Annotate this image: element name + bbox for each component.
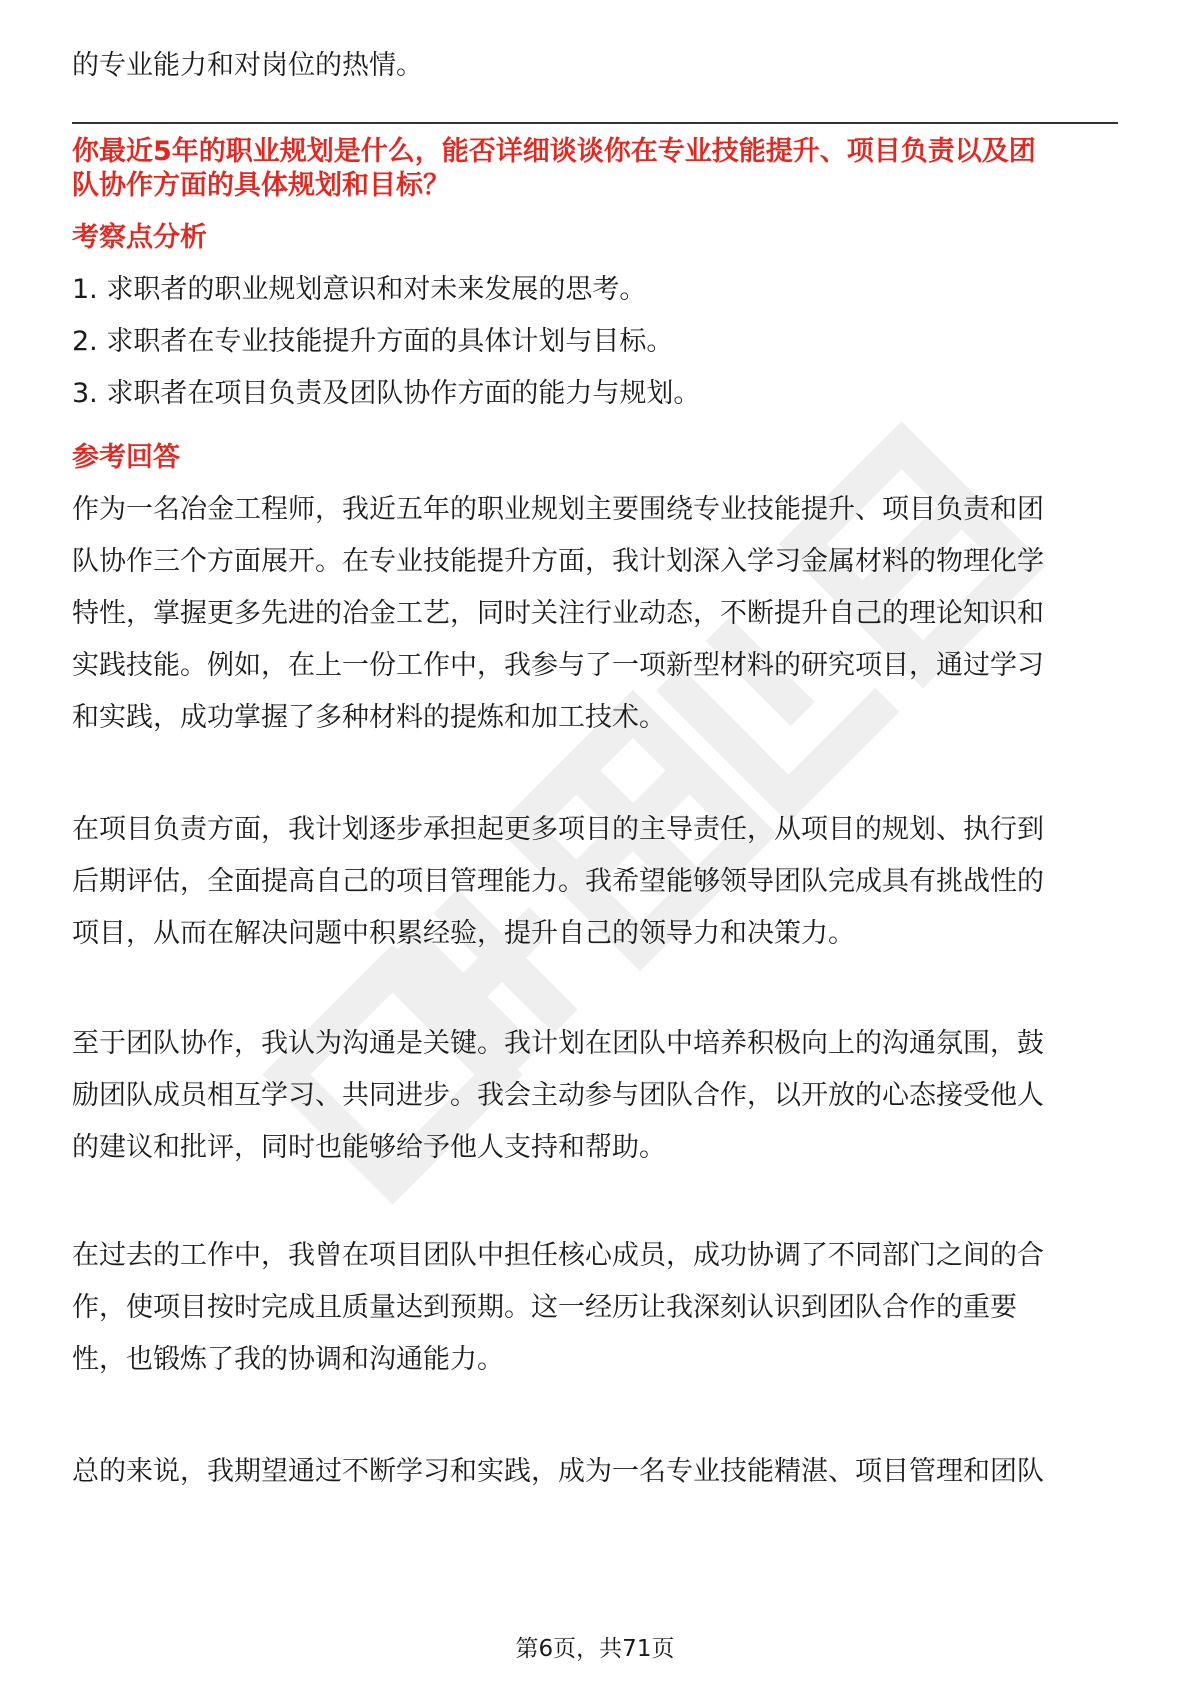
answer-heading: 参考回答: [72, 442, 180, 473]
analysis-item-3: 3. 求职者在项目负责及团队协作方面的能力与规划。: [72, 378, 701, 409]
answer-p4-line-2: 作，使项目按时完成且质量达到预期。这一经历让我深刻认识到团队合作的重要: [72, 1292, 1017, 1323]
answer-p2-line-3: 项目，从而在解决问题中积累经验，提升自己的领导力和决策力。: [72, 918, 855, 949]
analysis-heading: 考察点分析: [72, 222, 207, 253]
section-divider: [72, 122, 1118, 124]
answer-p4-line-3: 性，也锻炼了我的协调和沟通能力。: [72, 1344, 504, 1375]
page-number-footer: 第6页，共71页: [515, 1636, 675, 1662]
intro-tail-text: 的专业能力和对岗位的热情。: [72, 50, 423, 81]
answer-p3-line-2: 励团队成员相互学习、共同进步。我会主动参与团队合作，以开放的心态接受他人: [72, 1080, 1044, 1111]
document-page: [72, 0, 1118, 1684]
answer-p3-line-3: 的建议和批评，同时也能够给予他人支持和帮助。: [72, 1132, 666, 1163]
answer-p1-line-4: 实践技能。例如，在上一份工作中，我参与了一项新型材料的研究项目，通过学习: [72, 650, 1044, 681]
answer-p2-line-1: 在项目负责方面，我计划逐步承担起更多项目的主导责任，从项目的规划、执行到: [72, 814, 1044, 845]
answer-p5-line-1: 总的来说，我期望通过不断学习和实践，成为一名专业技能精湛、项目管理和团队: [72, 1456, 1044, 1487]
answer-p1-line-2: 队协作三个方面展开。在专业技能提升方面，我计划深入学习金属材料的物理化学: [72, 546, 1044, 577]
question-line-1: 你最近5年的职业规划是什么，能否详细谈谈你在专业技能提升、项目负责以及团: [72, 136, 1036, 167]
answer-p4-line-1: 在过去的工作中，我曾在项目团队中担任核心成员，成功协调了不同部门之间的合: [72, 1240, 1044, 1271]
question-line-2: 队协作方面的具体规划和目标？: [72, 170, 450, 201]
answer-p1-line-5: 和实践，成功掌握了多种材料的提炼和加工技术。: [72, 702, 666, 733]
answer-p2-line-2: 后期评估，全面提高自己的项目管理能力。我希望能够领导团队完成具有挑战性的: [72, 866, 1044, 897]
analysis-item-1: 1. 求职者的职业规划意识和对未来发展的思考。: [72, 274, 647, 305]
answer-p3-line-1: 至于团队协作，我认为沟通是关键。我计划在团队中培养积极向上的沟通氛围，鼓: [72, 1028, 1044, 1059]
analysis-item-2: 2. 求职者在专业技能提升方面的具体计划与目标。: [72, 326, 674, 357]
answer-p1-line-1: 作为一名冶金工程师，我近五年的职业规划主要围绕专业技能提升、项目负责和团: [72, 494, 1044, 525]
answer-p1-line-3: 特性，掌握更多先进的冶金工艺，同时关注行业动态，不断提升自己的理论知识和: [72, 598, 1044, 629]
